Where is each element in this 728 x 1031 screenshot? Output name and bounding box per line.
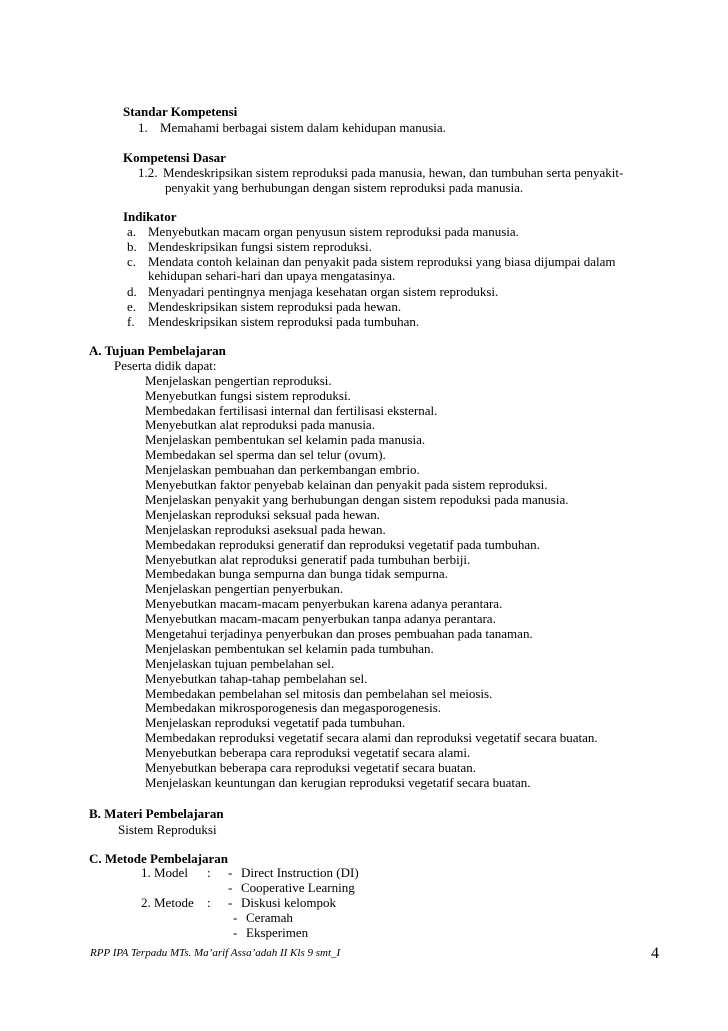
tujuan-item: Menyebutkan faktor penyebab kelainan dan penyakit pada sistem reproduksi. bbox=[145, 477, 548, 492]
indikator-text: kehidupan sehari-hari dan upaya mengatasinya. bbox=[148, 268, 396, 283]
tujuan-item: Menjelaskan penyakit yang berhubungan dengan sistem repoduksi pada manusia. bbox=[145, 492, 569, 507]
tujuan-item: Menjelaskan pembentukan sel kelamin pada manusia. bbox=[145, 432, 426, 447]
tujuan-heading: A. Tujuan Pembelajaran bbox=[89, 343, 226, 358]
metode-colon: : bbox=[207, 895, 211, 910]
page-number: 4 bbox=[651, 945, 659, 962]
tujuan-item: Menjelaskan reproduksi vegetatif pada tumbuhan. bbox=[145, 715, 406, 730]
kompetensi-item-text-cont: penyakit yang berhubungan dengan sistem reproduksi pada manusia. bbox=[165, 180, 524, 195]
tujuan-item: Membedakan bunga sempurna dan bunga tidak sempurna. bbox=[145, 566, 448, 581]
tujuan-item: Membedakan reproduksi vegetatif secara alami dan reproduksi vegetatif secara buatan. bbox=[145, 730, 598, 745]
tujuan-item: Menjelaskan tujuan pembelahan sel. bbox=[145, 656, 335, 671]
tujuan-item: Menjelaskan pengertian reproduksi. bbox=[145, 373, 332, 388]
indikator-heading: Indikator bbox=[123, 209, 177, 224]
kompetensi-item-text: Mendeskripsikan sistem reproduksi pada manusia, hewan, dan tumbuhan serta penyakit- bbox=[163, 165, 624, 180]
tujuan-item: Membedakan fertilisasi internal dan fertilisasi eksternal. bbox=[145, 403, 438, 418]
tujuan-intro: Peserta didik dapat: bbox=[114, 358, 217, 373]
indikator-letter: d. bbox=[127, 284, 137, 299]
tujuan-item: Menyebutkan beberapa cara reproduksi vegetatif secara buatan. bbox=[145, 760, 476, 775]
list-dash: - bbox=[233, 925, 238, 940]
standar-heading: Standar Kompetensi bbox=[123, 104, 238, 119]
indikator-text: Mendeskripsikan sistem reproduksi pada tumbuhan. bbox=[148, 314, 420, 329]
standar-item-number: 1. bbox=[138, 120, 148, 135]
metode-item: Eksperimen bbox=[246, 925, 309, 940]
indikator-text: Mendeskripsikan sistem reproduksi pada hewan. bbox=[148, 299, 402, 314]
tujuan-item: Membedakan pembelahan sel mitosis dan pembelahan sel meiosis. bbox=[145, 686, 493, 701]
indikator-text: Mendata contoh kelainan dan penyakit pada sistem reproduksi yang biasa dijumpai dalam bbox=[148, 254, 616, 269]
tujuan-item: Menjelaskan reproduksi seksual pada hewan. bbox=[145, 507, 381, 522]
list-dash: - bbox=[228, 880, 233, 895]
tujuan-item: Membedakan mikrosporogenesis dan megasporogenesis. bbox=[145, 700, 442, 715]
tujuan-item: Menjelaskan pembentukan sel kelamin pada tumbuhan. bbox=[145, 641, 434, 656]
metode-item: Diskusi kelompok bbox=[241, 895, 336, 910]
tujuan-item: Menjelaskan keuntungan dan kerugian reproduksi vegetatif secara buatan. bbox=[145, 775, 531, 790]
tujuan-item: Menyebutkan fungsi sistem reproduksi. bbox=[145, 388, 351, 403]
indikator-text: Menyebutkan macam organ penyusun sistem reproduksi pada manusia. bbox=[148, 224, 519, 239]
model-colon: : bbox=[207, 865, 211, 880]
kompetensi-item-number: 1.2. bbox=[138, 165, 158, 180]
tujuan-item: Membedakan reproduksi generatif dan reproduksi vegetatif pada tumbuhan. bbox=[145, 537, 540, 552]
tujuan-item: Menjelaskan pengertian penyerbukan. bbox=[145, 581, 344, 596]
materi-text: Sistem Reproduksi bbox=[118, 822, 217, 837]
tujuan-item: Menyebutkan macam-macam penyerbukan karena adanya perantara. bbox=[145, 596, 503, 611]
indikator-letter: f. bbox=[127, 314, 135, 329]
indikator-letter: c. bbox=[127, 254, 137, 269]
standar-item-text: Memahami berbagai sistem dalam kehidupan manusia. bbox=[160, 120, 446, 135]
tujuan-item: Menjelaskan reproduksi aseksual pada hewan. bbox=[145, 522, 386, 537]
indikator-letter: b. bbox=[127, 239, 137, 254]
tujuan-item: Menyebutkan alat reproduksi generatif pada tumbuhan berbiji. bbox=[145, 552, 471, 567]
metode-item: Ceramah bbox=[246, 910, 293, 925]
tujuan-item: Menyebutkan tahap-tahap pembelahan sel. bbox=[145, 671, 368, 686]
tujuan-item: Menyebutkan beberapa cara reproduksi vegetatif secara alami. bbox=[145, 745, 471, 760]
tujuan-item: Membedakan sel sperma dan sel telur (ovum). bbox=[145, 447, 386, 462]
tujuan-item: Menyebutkan alat reproduksi pada manusia. bbox=[145, 417, 375, 432]
materi-heading: B. Materi Pembelajaran bbox=[89, 806, 224, 821]
list-dash: - bbox=[233, 910, 238, 925]
kompetensi-heading: Kompetensi Dasar bbox=[123, 150, 226, 165]
tujuan-item: Mengetahui terjadinya penyerbukan dan proses pembuahan pada tanaman. bbox=[145, 626, 533, 641]
indikator-text: Menyadari pentingnya menjaga kesehatan organ sistem reproduksi. bbox=[148, 284, 499, 299]
tujuan-item: Menjelaskan pembuahan dan perkembangan embrio. bbox=[145, 462, 420, 477]
indikator-letter: e. bbox=[127, 299, 137, 314]
model-item: Direct Instruction (DI) bbox=[241, 865, 359, 880]
indikator-text: Mendeskripsikan fungsi sistem reproduksi. bbox=[148, 239, 372, 254]
model-item: Cooperative Learning bbox=[241, 880, 355, 895]
list-dash: - bbox=[228, 895, 233, 910]
metode-label: 2. Metode bbox=[141, 895, 194, 910]
model-label: 1. Model bbox=[141, 865, 188, 880]
metode-heading: C. Metode Pembelajaran bbox=[89, 851, 228, 866]
list-dash: - bbox=[228, 865, 233, 880]
indikator-letter: a. bbox=[127, 224, 137, 239]
tujuan-item: Menyebutkan macam-macam penyerbukan tanpa adanya perantara. bbox=[145, 611, 496, 626]
footer-text: RPP IPA Terpadu MTs. Ma’arif Assa’adah II Kls 9 smt_I bbox=[90, 947, 341, 959]
